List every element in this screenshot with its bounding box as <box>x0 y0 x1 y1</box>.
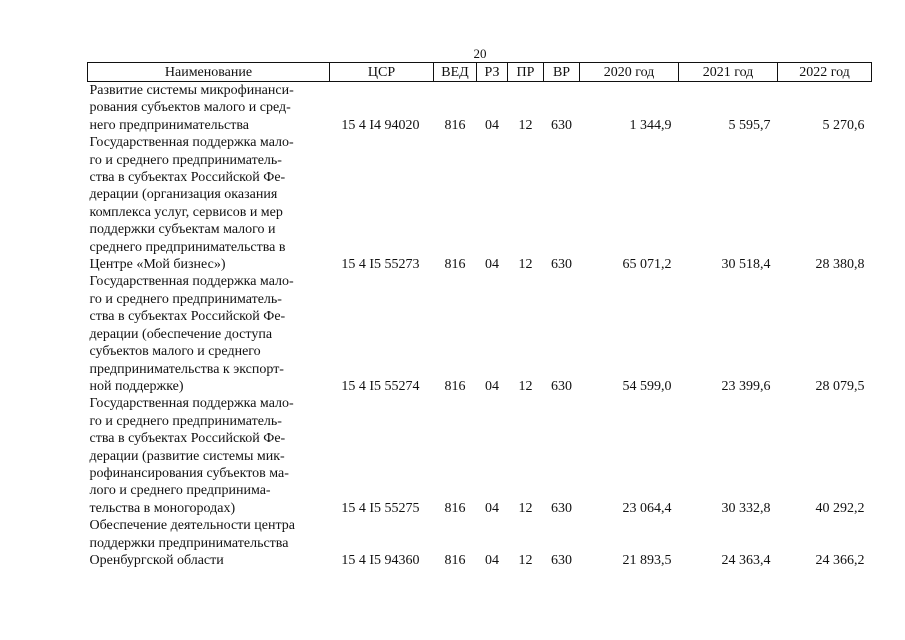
row-2022: 24 366,2 <box>815 552 865 568</box>
row-ved: 816 <box>444 117 466 133</box>
row-name-line: ства в субъектах Российской Фе- <box>89 431 286 447</box>
row-name-line: среднего предпринимательства в <box>89 239 286 255</box>
row-name-line: ной поддержке) <box>89 378 184 394</box>
row-ved: 816 <box>444 500 466 516</box>
row-name-line: Государственная поддержка мало- <box>89 396 294 412</box>
row-name <box>88 82 330 135</box>
row-name-line: Государственная поддержка мало- <box>89 274 294 290</box>
row-vr: 630 <box>551 378 572 394</box>
column-header-rz: РЗ <box>477 63 508 82</box>
row-2021: 30 332,8 <box>721 500 771 516</box>
row-vr: 630 <box>551 117 572 133</box>
column-header-csr: ЦСР <box>330 63 434 82</box>
row-name-line: лого и среднего предпринима- <box>89 483 271 499</box>
row-ved: 816 <box>444 552 466 568</box>
row-vr: 630 <box>551 257 572 273</box>
table-row <box>88 395 872 517</box>
column-header-pr: ПР <box>508 63 544 82</box>
column-header-vr: ВР <box>544 63 580 82</box>
column-header-2020: 2020 год <box>580 63 679 82</box>
row-pr: 12 <box>518 552 533 568</box>
row-csr: 15 4 I5 94360 <box>341 552 420 568</box>
row-csr: 15 4 I5 55274 <box>341 378 420 394</box>
table-row <box>88 273 872 395</box>
row-name-line: Обеспечение деятельности центра <box>89 518 295 534</box>
row-name-line: го и среднего предприниматель- <box>89 413 282 429</box>
row-name-line: Государственная поддержка мало- <box>89 135 294 151</box>
row-rz: 04 <box>485 552 499 568</box>
row-2020: 54 599,0 <box>622 378 672 394</box>
row-rz: 04 <box>485 117 499 133</box>
row-rz: 04 <box>485 378 499 394</box>
row-2021: 24 363,4 <box>721 552 771 568</box>
row-name <box>88 517 330 569</box>
row-name-line: тельства в моногородах) <box>89 500 236 516</box>
row-ved: 816 <box>444 378 466 394</box>
row-2020: 65 071,2 <box>622 257 672 273</box>
table-row <box>88 517 872 569</box>
row-2022: 28 380,8 <box>815 257 865 273</box>
row-name <box>88 134 330 273</box>
row-2022: 28 079,5 <box>815 378 865 394</box>
row-2020: 21 893,5 <box>622 552 672 568</box>
row-name-line: го и среднего предприниматель- <box>89 291 282 307</box>
budget-table <box>87 62 872 569</box>
row-name-line: Развитие системы микрофинанси- <box>89 83 294 98</box>
table-row <box>88 82 872 135</box>
row-csr: 15 4 I5 55273 <box>341 257 420 273</box>
row-name-line: Центре «Мой бизнес») <box>89 257 226 273</box>
row-name-line: рофинансирования субъектов ма- <box>89 465 289 481</box>
row-name-line: поддержки предпринимательства <box>89 535 289 551</box>
table-row <box>88 134 872 273</box>
row-rz: 04 <box>485 500 499 516</box>
row-name-line: го и среднего предприниматель- <box>89 152 282 168</box>
column-header-2021: 2021 год <box>679 63 778 82</box>
row-2020: 1 344,9 <box>629 117 672 133</box>
row-vr: 630 <box>551 500 572 516</box>
row-name-line: поддержки субъектам малого и <box>89 222 276 238</box>
column-header-name: Наименование <box>88 63 330 82</box>
row-name-line: субъектов малого и среднего <box>89 344 261 360</box>
row-name <box>88 273 330 395</box>
row-vr: 630 <box>551 552 572 568</box>
row-rz: 04 <box>485 257 499 273</box>
row-pr: 12 <box>518 117 533 133</box>
row-name-line: него предпринимательства <box>89 117 250 133</box>
row-2021: 30 518,4 <box>721 257 771 273</box>
row-2021: 5 595,7 <box>728 117 771 133</box>
row-name-line: предпринимательства к экспорт- <box>89 361 284 377</box>
row-name-line: дерации (организация оказания <box>89 187 278 203</box>
row-name-line: рования субъектов малого и сред- <box>89 100 291 116</box>
row-2020: 23 064,4 <box>622 500 672 516</box>
row-name-line: ства в субъектах Российской Фе- <box>89 170 286 186</box>
row-name-line: комплекса услуг, сервисов и мер <box>89 204 283 220</box>
column-header-ved: ВЕД <box>434 63 477 82</box>
column-header-2022: 2022 год <box>778 63 872 82</box>
row-name-line: Оренбургской области <box>89 552 224 568</box>
row-csr: 15 4 I5 55275 <box>341 500 420 516</box>
row-name <box>88 395 330 517</box>
row-2022: 40 292,2 <box>815 500 865 516</box>
row-name-line: дерации (развитие системы мик- <box>89 448 285 464</box>
row-2021: 23 399,6 <box>721 378 771 394</box>
row-pr: 12 <box>518 257 533 273</box>
row-pr: 12 <box>518 500 533 516</box>
row-name-line: дерации (обеспечение доступа <box>89 326 273 342</box>
header-row <box>88 63 872 82</box>
row-pr: 12 <box>518 378 533 394</box>
page-number: 20 <box>473 46 487 61</box>
row-ved: 816 <box>444 257 466 273</box>
row-name-line: ства в субъектах Российской Фе- <box>89 309 286 325</box>
row-2022: 5 270,6 <box>822 117 865 133</box>
row-csr: 15 4 I4 94020 <box>341 117 420 133</box>
